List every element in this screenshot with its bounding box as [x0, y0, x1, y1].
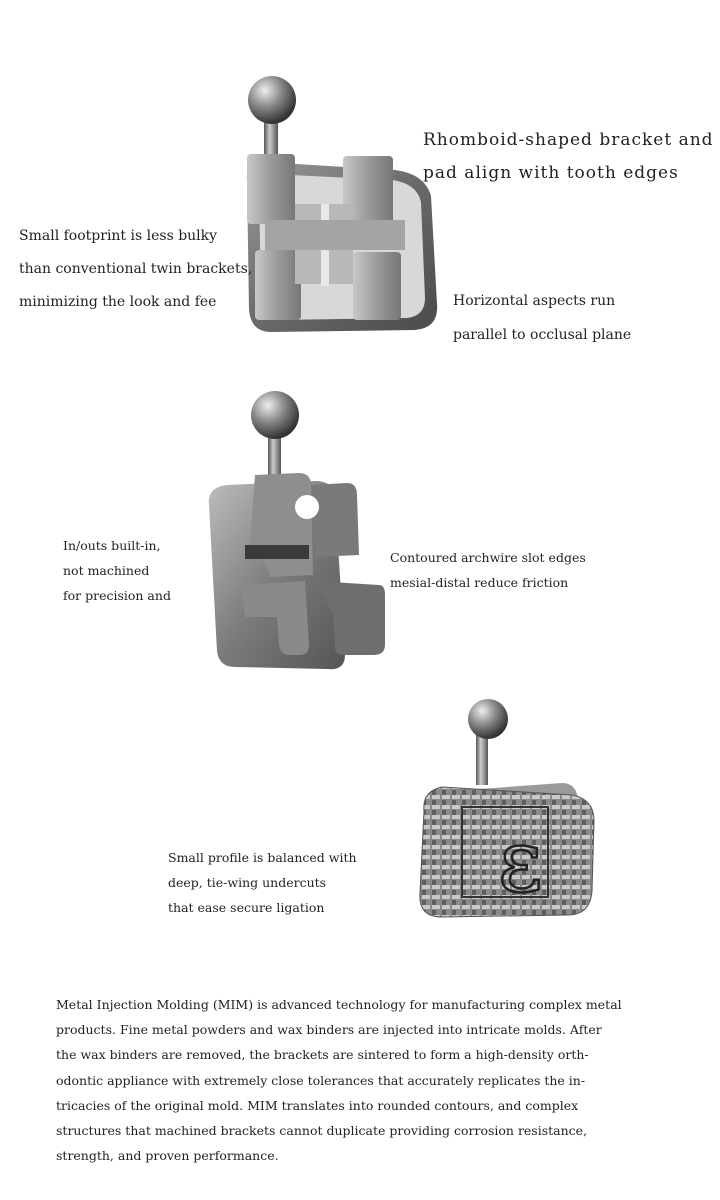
mim-description-paragraph: [56, 992, 676, 1168]
bracket1-left-caption-line3: minimizing the look and fee: [19, 294, 217, 310]
bracket-mesh-base-image: [412, 695, 602, 925]
bracket1-right-caption-line1: Rhomboid-shaped bracket and: [423, 130, 714, 150]
bracket1-left-caption-line1: Small footprint is less bulky: [19, 228, 218, 244]
description-line: the wax binders are removed, the brackets are sintered to form a high-density orth-: [56, 1047, 589, 1063]
bracket3-left-caption-line2: deep, tie-wing undercuts: [168, 875, 327, 890]
bracket1-bottom-right-caption-line1: Horizontal aspects run: [453, 293, 616, 309]
description-line: tricacies of the original mold. MIM translates into rounded contours, and complex: [56, 1097, 579, 1113]
bracket-angled-view-image: [195, 385, 390, 675]
bracket1-left-caption-line2: than conventional twin brackets,: [19, 261, 253, 277]
bracket2-left-caption-line1: In/outs built-in,: [63, 538, 161, 553]
bracket2-right-caption-line1: Contoured archwire slot edges: [390, 550, 586, 565]
description-line: Metal Injection Molding (MIM) is advanced technology for manufacturing complex metal: [56, 997, 622, 1012]
bracket3-left-caption-line3: that ease secure ligation: [168, 900, 325, 915]
bracket3-left-caption-line1: Small profile is balanced with: [168, 850, 357, 865]
bracket2-right-caption-line2: mesial-distal reduce friction: [390, 575, 569, 590]
bracket1-right-caption-line2: pad align with tooth edges: [423, 163, 679, 183]
description-line: strength, and proven performance.: [56, 1148, 279, 1164]
description-line: products. Fine metal powders and wax binders are injected into intricate molds. After: [56, 1022, 602, 1038]
bracket2-left-caption-line2: not machined: [63, 563, 150, 578]
description-line: odontic appliance with extremely close tolerances that accurately replicates the in-: [56, 1072, 586, 1088]
bracket2-left-caption-line3: for precision and: [63, 588, 171, 603]
bracket1-bottom-right-caption-line2: parallel to occlusal plane: [453, 327, 632, 343]
bracket-front-view-image: [235, 70, 445, 340]
description-line: structures that machined brackets cannot duplicate providing corrosion resistance,: [56, 1123, 588, 1139]
pad-mark-epsilon: ε: [498, 812, 543, 912]
